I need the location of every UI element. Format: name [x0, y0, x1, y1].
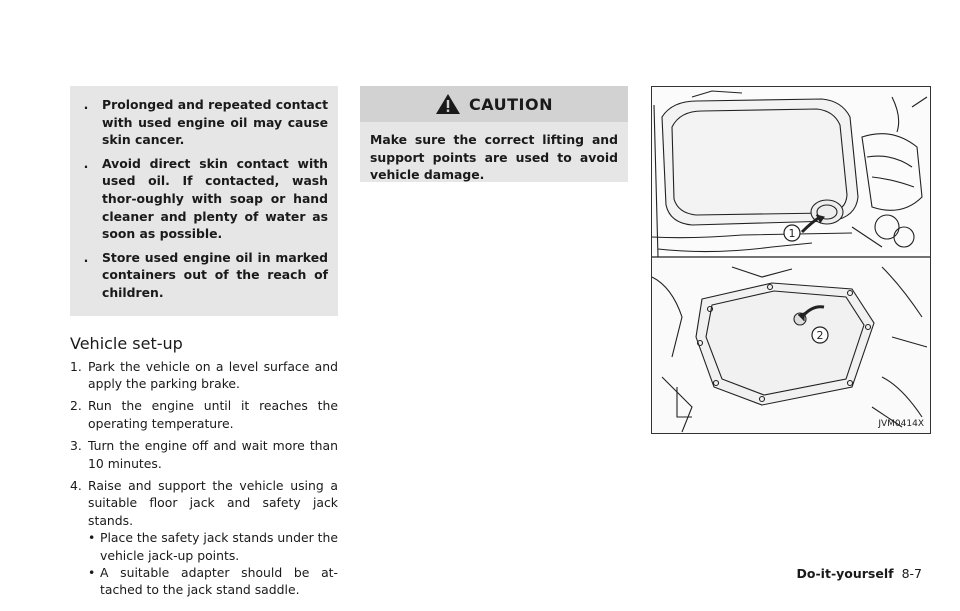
caution-box [360, 86, 628, 182]
step-text: Turn the engine off and wait more than 10 minutes. [88, 438, 338, 471]
step-number: 1. [70, 358, 82, 374]
bullet-dot: . [83, 249, 89, 265]
step-item [70, 358, 338, 393]
sub-bullet-text: A suitable adapter should be at-tached to the jack stand saddle. [100, 565, 338, 598]
warning-triangle-icon [435, 93, 461, 115]
step-number: 4. [70, 477, 82, 493]
warning-text: Avoid direct skin contact with used oil. If contacted, wash thor-oughly with soap or hand cleaner and plenty of water as soon as possible. [102, 155, 328, 242]
sub-bullet-text: Place the safety jack stands under the vehicle jack-up points. [100, 530, 338, 563]
sub-bullet-item [88, 564, 338, 599]
warning-text: Prolonged and repeated contact with used engine oil may cause skin cancer. [102, 97, 328, 148]
left-column [70, 86, 338, 599]
sub-bullet-glyph: • [88, 530, 96, 546]
warning-continued-box [70, 86, 338, 316]
step-text: Raise and support the vehicle using a suitable floor jack and safety jack stands. [88, 477, 338, 528]
step-item [70, 437, 338, 472]
step-number: 2. [70, 398, 82, 414]
caution-header [360, 86, 628, 122]
step-item [70, 477, 338, 529]
sub-bullet-item [88, 529, 338, 564]
warning-item [70, 249, 338, 302]
footer-section: Do-it-yourself [796, 566, 894, 581]
bullet-dot: . [83, 155, 89, 171]
caution-title: CAUTION [469, 94, 553, 114]
step-text: Run the engine until it reaches the operating temperature. [88, 398, 338, 431]
step-number: 3. [70, 438, 82, 454]
page-number: 8-7 [901, 566, 922, 581]
step-text: Park the vehicle on a level surface and apply the parking brake. [88, 358, 338, 391]
bottom-view [652, 259, 930, 433]
warning-text: Store used engine oil in marked containers out of the reach of children. [102, 249, 328, 300]
section-title: Vehicle set-up [70, 333, 183, 353]
callout-2: 2 [816, 329, 824, 342]
engine-illustration [651, 86, 931, 434]
sub-bullet-glyph: • [88, 565, 96, 580]
figure-code: JVM0414X [878, 419, 924, 429]
step-item [70, 397, 338, 432]
engine-drawing [652, 87, 930, 433]
page-footer [797, 566, 922, 581]
caution-text: Make sure the correct lifting and support points are used to avoid vehicle damage. [370, 132, 618, 183]
bullet-dot: . [83, 97, 89, 112]
warning-item [70, 155, 338, 243]
warning-item [70, 96, 338, 149]
callout-1: 1 [788, 227, 796, 240]
